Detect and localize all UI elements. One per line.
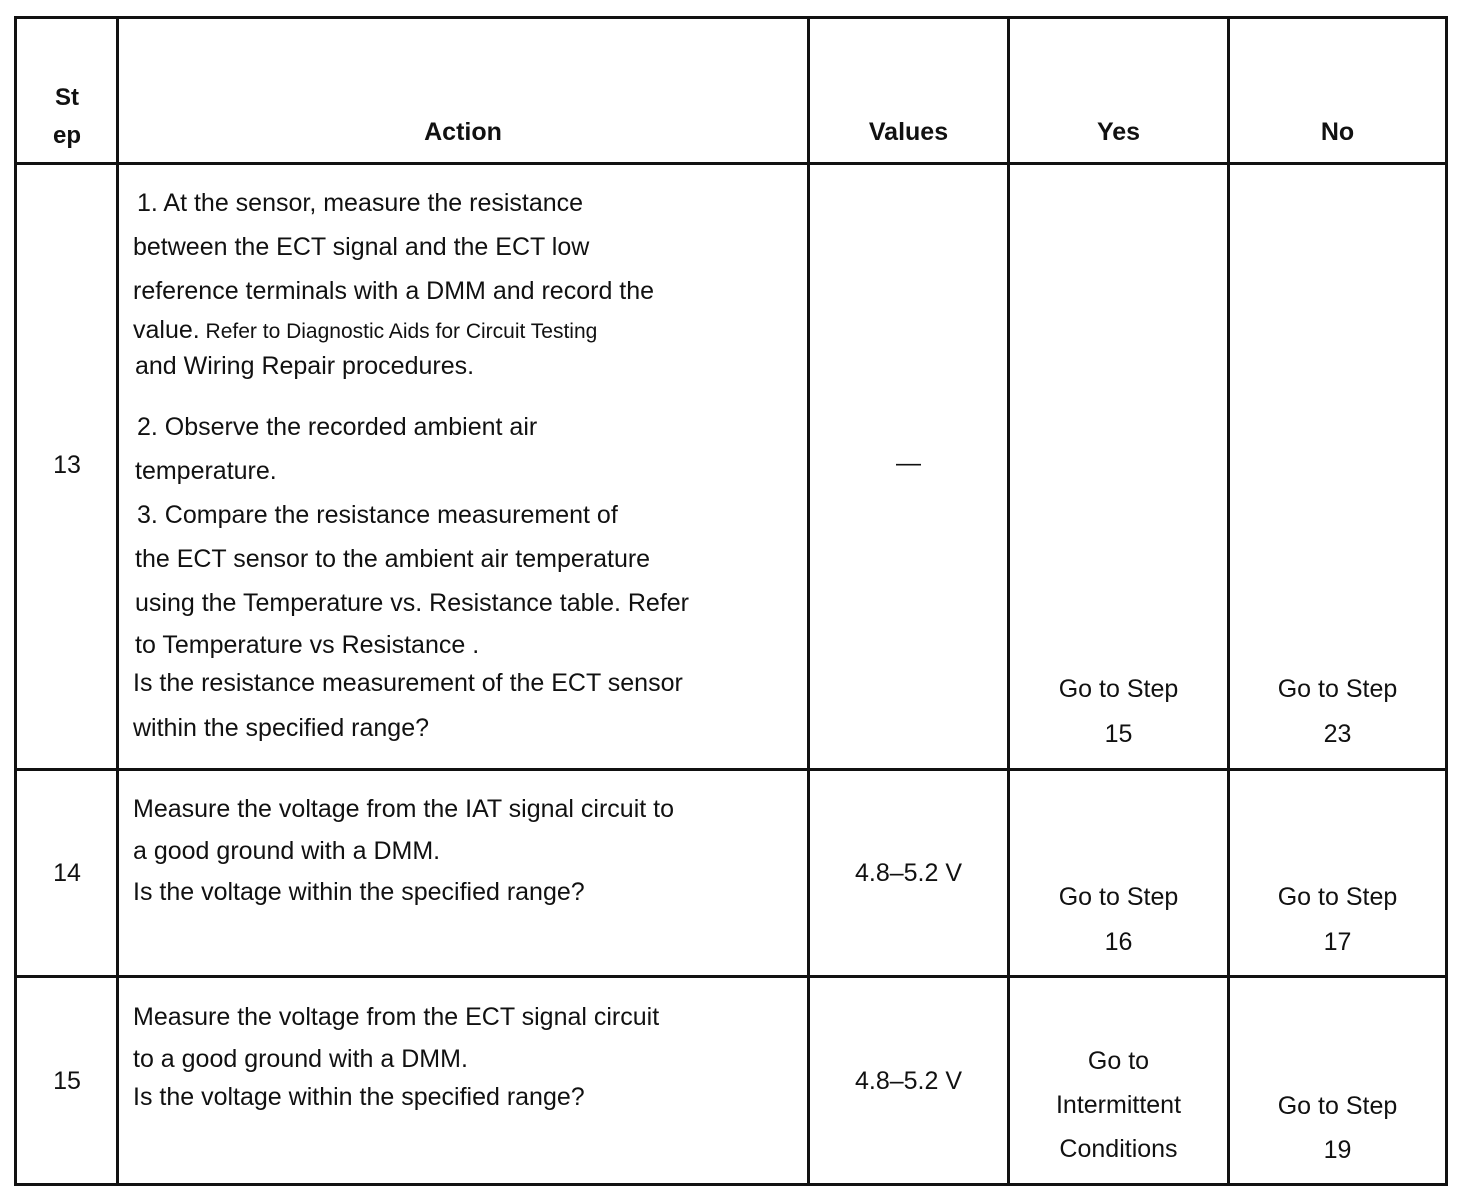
action-line — [133, 313, 803, 349]
header-step-line2: ep — [52, 122, 81, 149]
column-divider — [1007, 19, 1010, 1183]
column-divider — [1227, 19, 1230, 1183]
yes-cell — [1010, 667, 1227, 757]
yes-cell — [1010, 875, 1227, 965]
action-line: 3. Compare the resistance measurement of — [137, 501, 618, 529]
yes-cell — [1010, 1039, 1227, 1171]
values-cell: 4.8–5.2 V — [854, 1067, 963, 1095]
row-divider — [17, 975, 1445, 978]
action-line: to Temperature vs Resistance . — [135, 631, 480, 659]
column-divider — [116, 19, 119, 1183]
no-step: 19 — [1323, 1136, 1352, 1164]
action-line: a good ground with a DMM. — [133, 837, 441, 865]
row-divider — [17, 162, 1445, 165]
action-line: 2. Observe the recorded ambient air — [137, 413, 538, 441]
diagnostic-aids-reference: Refer to Diagnostic Aids for Circuit Testing — [199, 320, 598, 343]
header-no: No — [1320, 118, 1355, 146]
header-values: Values — [868, 118, 949, 146]
no-link: Go to Step — [1277, 1092, 1398, 1120]
header-yes: Yes — [1096, 118, 1141, 146]
no-cell — [1230, 875, 1445, 965]
question-line: Is the voltage within the specified range? — [133, 1083, 585, 1111]
action-line: 1. At the sensor, measure the resistance — [137, 189, 584, 217]
no-cell — [1230, 1084, 1445, 1172]
question-line: within the specified range? — [133, 714, 430, 742]
action-line: using the Temperature vs. Resistance table. Refer — [135, 589, 689, 617]
row-divider — [17, 768, 1445, 771]
no-link: Go to Step — [1277, 883, 1398, 911]
action-line: and Wiring Repair procedures. — [135, 352, 475, 380]
yes-link: Conditions — [1059, 1135, 1178, 1163]
step-number: 14 — [53, 859, 81, 887]
question-line: Is the voltage within the specified range? — [133, 878, 585, 906]
action-cell — [133, 787, 803, 913]
action-text: value. — [133, 316, 200, 344]
action-line: to a good ground with a DMM. — [133, 1045, 468, 1073]
step-number: 13 — [53, 451, 81, 479]
no-step: 17 — [1323, 928, 1352, 956]
action-cell — [133, 181, 803, 755]
header-step — [17, 79, 117, 155]
yes-link: Go to — [1087, 1047, 1150, 1075]
column-divider — [807, 19, 810, 1183]
no-link: Go to Step — [1277, 675, 1398, 703]
header-step-line1: St — [55, 84, 79, 111]
values-cell: 4.8–5.2 V — [854, 859, 963, 887]
values-cell: — — [896, 449, 921, 477]
yes-link: Intermittent — [1055, 1091, 1182, 1119]
action-line: reference terminals with a DMM and record the — [133, 277, 655, 305]
step-number: 15 — [53, 1067, 81, 1095]
yes-step: 15 — [1104, 720, 1133, 748]
diagnostic-table — [14, 16, 1448, 1186]
yes-link: Go to Step — [1058, 675, 1179, 703]
question-line: Is the resistance measurement of the ECT sensor — [133, 669, 683, 697]
action-line: Measure the voltage from the ECT signal circuit — [133, 1003, 660, 1031]
action-cell — [133, 995, 803, 1115]
yes-link: Go to Step — [1058, 883, 1179, 911]
no-cell — [1230, 667, 1445, 757]
action-line: Measure the voltage from the IAT signal circuit to — [133, 795, 674, 823]
yes-step: 16 — [1104, 928, 1133, 956]
no-step: 23 — [1323, 720, 1352, 748]
action-line: between the ECT signal and the ECT low — [133, 233, 590, 261]
action-line: temperature. — [135, 457, 277, 485]
header-action: Action — [424, 118, 502, 146]
action-line: the ECT sensor to the ambient air temperature — [135, 545, 651, 573]
